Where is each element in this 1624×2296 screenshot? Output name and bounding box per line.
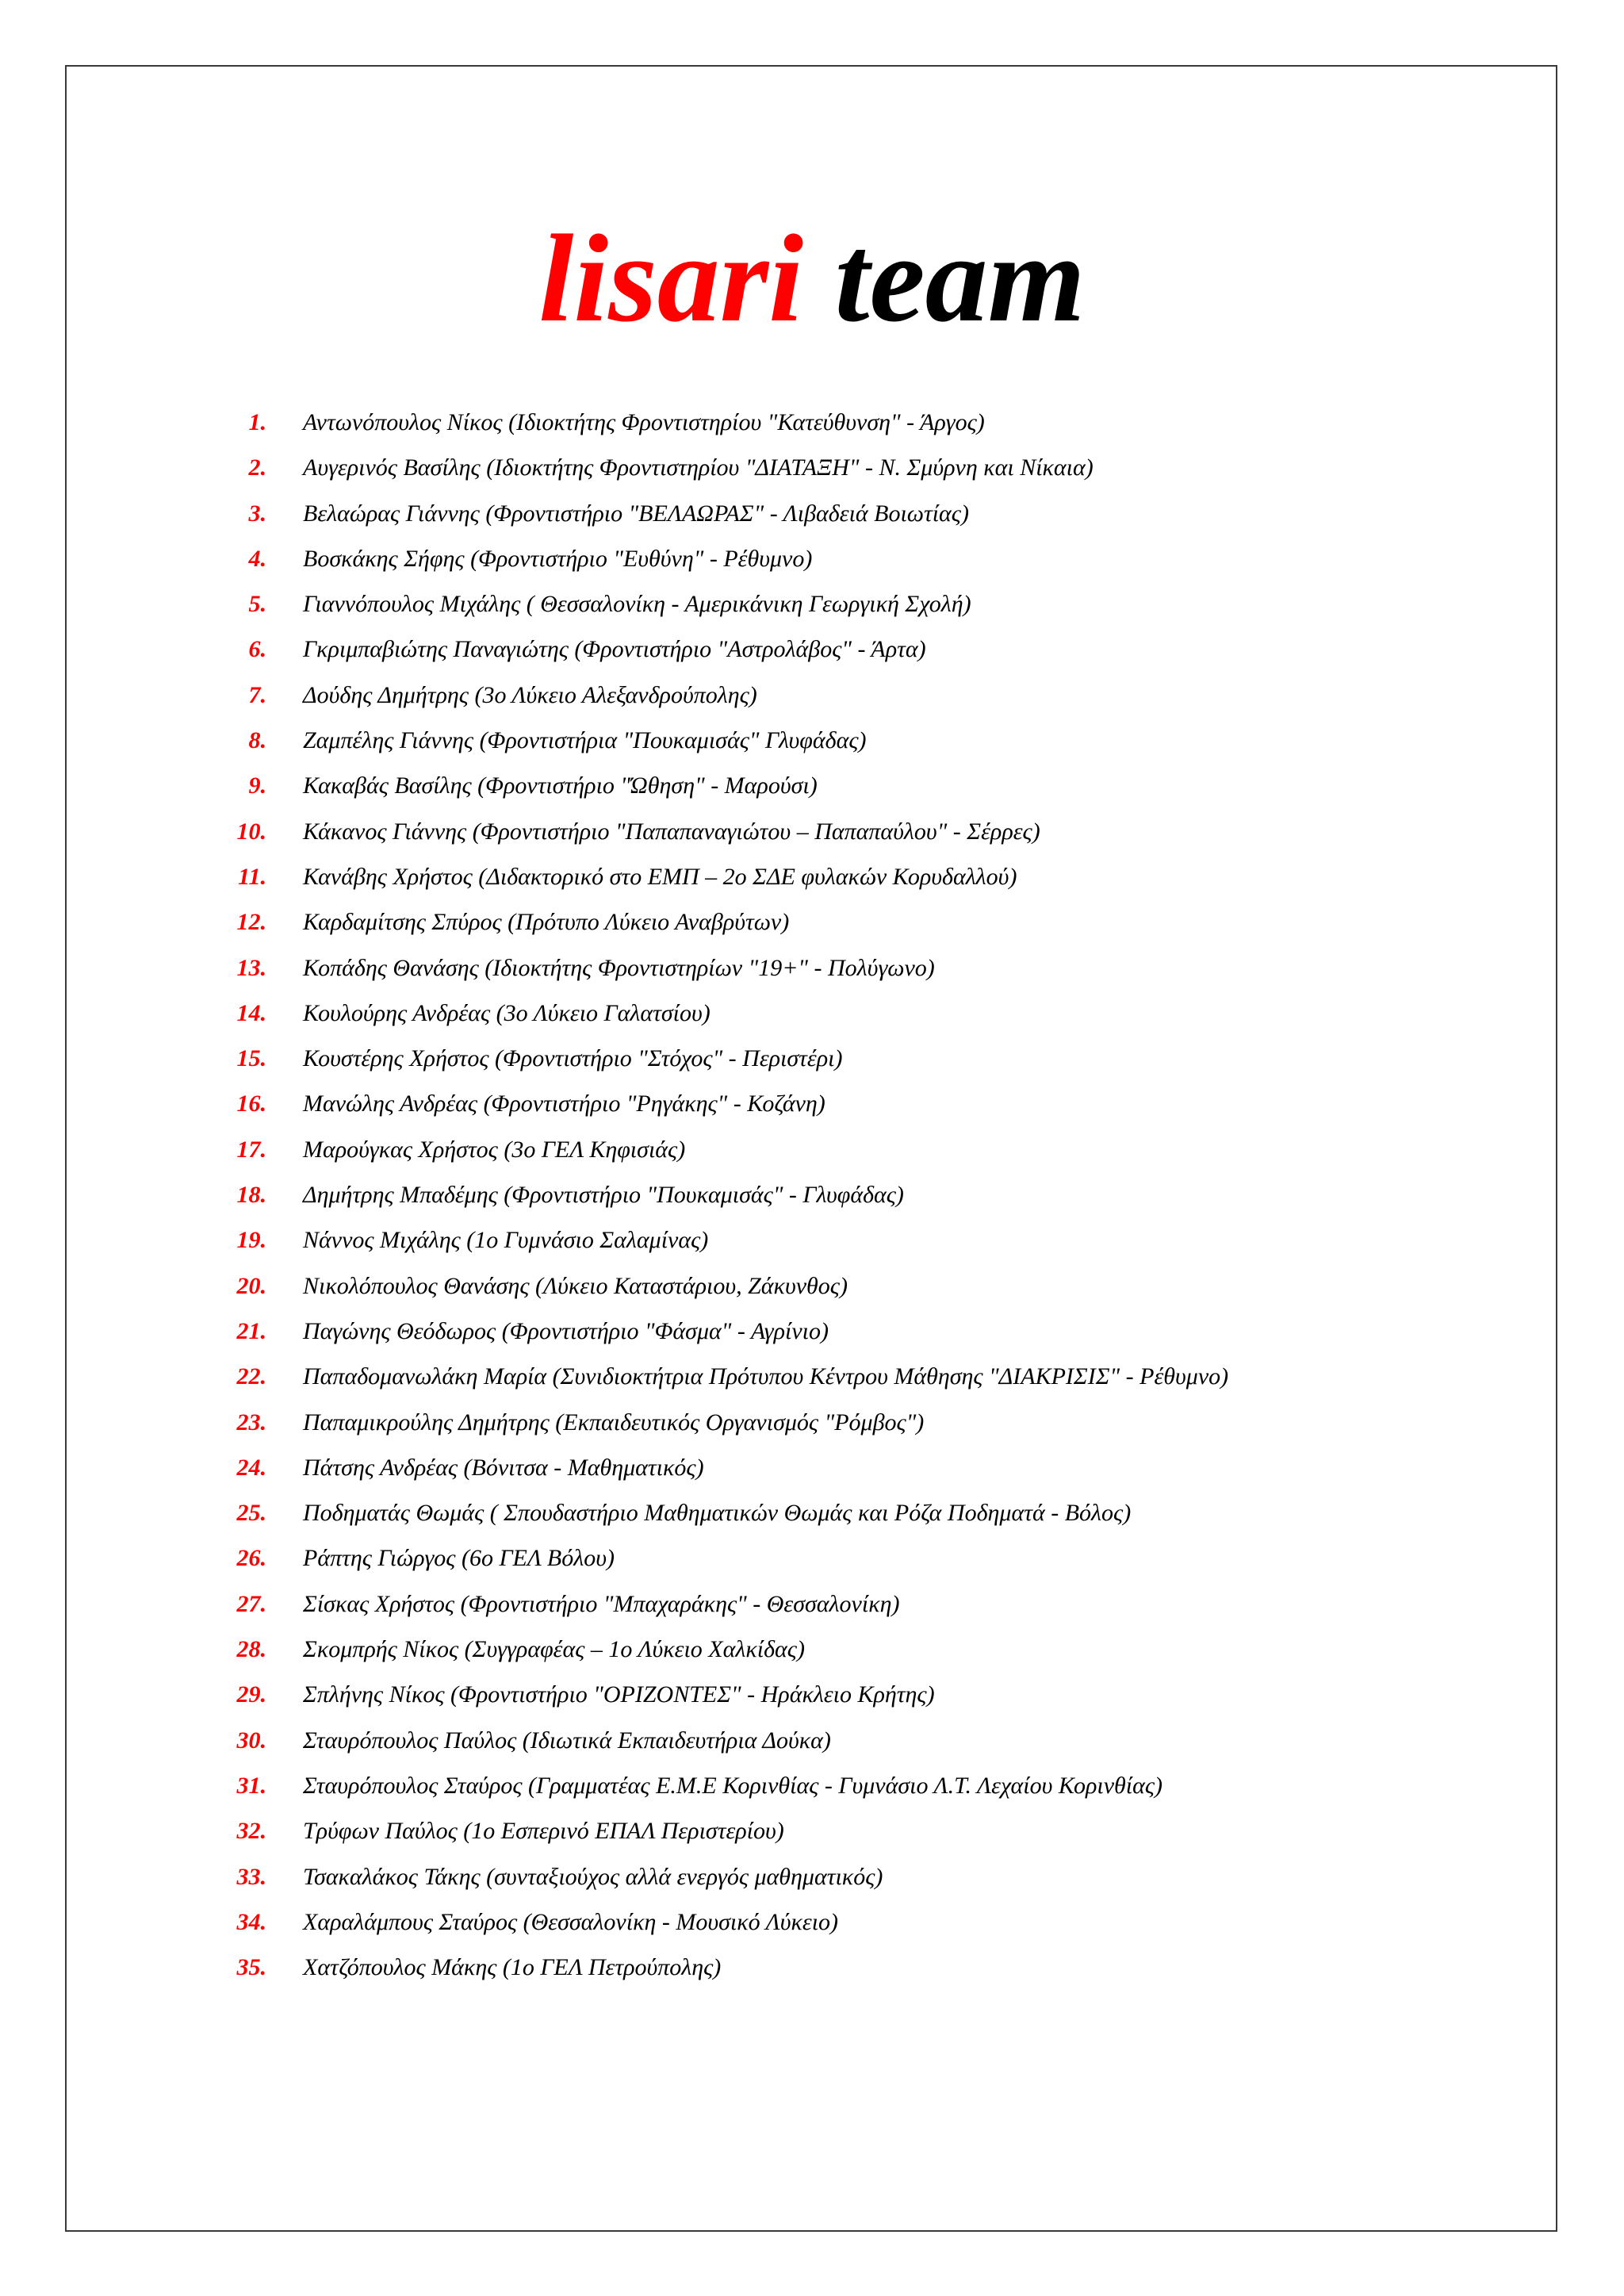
list-item-number: 24. (236, 1454, 266, 1481)
list-item-number: 6. (248, 636, 266, 663)
list-item-number: 2. (248, 454, 266, 481)
list-item-number: 35. (236, 1954, 266, 1981)
list-item (0, 1490, 1624, 1535)
list-item (0, 1217, 1624, 1263)
list-item-text: Ράπτης Γιώργος (6ο ΓΕΛ Βόλου) (303, 1545, 615, 1572)
list-item (0, 1854, 1624, 1899)
list-item-text: Νικολόπουλος Θανάσης (Λύκειο Καταστάριου, Ζάκυνθος) (303, 1272, 848, 1299)
list-item (0, 445, 1624, 490)
list-item-text: Πάτσης Ανδρέας (Βόνιτσα - Μαθηματικός) (303, 1454, 704, 1481)
list-item-text: Μανώλης Ανδρέας (Φροντιστήριο "Ρηγάκης" - Κοζάνη) (303, 1091, 825, 1117)
list-item-number: 3. (248, 500, 266, 527)
list-item-number: 5. (248, 591, 266, 618)
list-item-number: 15. (236, 1045, 266, 1072)
list-item-text: Γιαννόπουλος Μιχάλης ( Θεσσαλονίκη - Αμερικάνικη Γεωργική Σχολή) (303, 591, 971, 618)
list-item-number: 25. (236, 1500, 266, 1527)
title-brand-black: team (834, 209, 1086, 348)
list-item-text: Βοσκάκης Σήφης (Φροντιστήριο "Ευθύνη" - Ρέθυμνο) (303, 545, 813, 572)
list-item-number: 28. (236, 1636, 266, 1663)
list-item (0, 1445, 1624, 1490)
list-item-number: 23. (236, 1409, 266, 1435)
list-item-number: 19. (236, 1227, 266, 1254)
list-item-text: Χαραλάμπους Σταύρος (Θεσσαλονίκη - Μουσικό Λύκειο) (303, 1908, 839, 1935)
list-item-text: Σπλήνης Νίκος (Φροντιστήριο "ΟΡΙΖΟΝΤΕΣ" - Ηράκλειο Κρήτης) (303, 1681, 935, 1708)
list-item (0, 581, 1624, 627)
list-item (0, 1309, 1624, 1354)
list-item-number: 12. (236, 909, 266, 936)
list-item-text: Γκριμπαβιώτης Παναγιώτης (Φροντιστήριο "Αστρολάβος" - Άρτα) (303, 636, 926, 663)
list-item-text: Τσακαλάκος Τάκης (συνταξιούχος αλλά ενεργός μαθηματικός) (303, 1863, 883, 1890)
list-item-text: Μαρούγκας Χρήστος (3ο ΓΕΛ Κηφισιάς) (303, 1136, 686, 1163)
list-item-text: Αντωνόπουλος Νίκος (Ιδιοκτήτης Φροντιστηρίου "Κατεύθυνση" - Άργος) (303, 409, 985, 435)
list-item-text: Παπαδομανωλάκη Μαρία (Συνιδιοκτήτρια Πρότυπου Κέντρου Μάθησης "ΔΙΑΚΡΙΣΙΣ" - Ρέθυμνο) (303, 1363, 1229, 1390)
list-item-text: Νάννος Μιχάλης (1ο Γυμνάσιο Σαλαμίνας) (303, 1227, 709, 1254)
list-item-text: Σταυρόπουλος Παύλος (Ιδιωτικά Εκπαιδευτήρια Δούκα) (303, 1727, 831, 1754)
list-item-text: Παγώνης Θεόδωρος (Φροντιστήριο "Φάσμα" - Αγρίνιο) (303, 1317, 829, 1344)
list-item-number: 20. (236, 1272, 266, 1299)
list-item-number: 32. (236, 1818, 266, 1845)
list-item-number: 1. (248, 409, 266, 435)
list-item-number: 17. (236, 1136, 266, 1163)
list-item-number: 21. (236, 1317, 266, 1344)
list-item (0, 400, 1624, 445)
list-item (0, 1036, 1624, 1081)
list-item (0, 763, 1624, 808)
list-item-text: Κοπάδης Θανάσης (Ιδιοκτήτης Φροντιστηρίων "19+" - Πολύγωνο) (303, 954, 935, 981)
list-item-number: 11. (238, 863, 266, 890)
list-item-number: 16. (236, 1091, 266, 1117)
list-item-number: 33. (236, 1863, 266, 1890)
list-item (0, 1945, 1624, 1990)
list-item-number: 18. (236, 1182, 266, 1209)
list-item-text: Κουλούρης Ανδρέας (3ο Λύκειο Γαλατσίου) (303, 999, 710, 1026)
list-item-number: 26. (236, 1545, 266, 1572)
list-item-text: Κακαβάς Βασίλης (Φροντιστήριο "Ώθηση" - Μαρούσι) (303, 772, 818, 799)
list-item (0, 809, 1624, 854)
list-item (0, 1081, 1624, 1126)
list-item-text: Ποδηματάς Θωμάς ( Σπουδαστήριο Μαθηματικών Θωμάς και Ρόζα Ποδηματά - Βόλος) (303, 1500, 1132, 1527)
list-item (0, 1899, 1624, 1945)
list-item (0, 491, 1624, 536)
list-item (0, 1400, 1624, 1445)
document-title (0, 208, 1624, 351)
list-item (0, 1718, 1624, 1763)
list-item (0, 1581, 1624, 1627)
list-item (0, 1763, 1624, 1808)
list-item-number: 4. (248, 545, 266, 572)
list-item-text: Σκομπρής Νίκος (Συγγραφέας – 1ο Λύκειο Χαλκίδας) (303, 1636, 805, 1663)
list-item (0, 854, 1624, 899)
list-item-number: 14. (236, 999, 266, 1026)
list-item-number: 31. (236, 1772, 266, 1799)
list-item-text: Χατζόπουλος Μάκης (1ο ΓΕΛ Πετρούπολης) (303, 1954, 722, 1981)
list-item-number: 7. (248, 681, 266, 708)
list-item-text: Ζαμπέλης Γιάννης (Φροντιστήρια "Πουκαμισάς" Γλυφάδας) (303, 727, 867, 754)
list-item (0, 899, 1624, 945)
list-item (0, 1354, 1624, 1399)
list-item-number: 8. (248, 727, 266, 754)
list-item (0, 1127, 1624, 1172)
list-item (0, 718, 1624, 763)
list-item (0, 627, 1624, 672)
list-item-text: Τρύφων Παύλος (1ο Εσπερινό ΕΠΑΛ Περιστερίου) (303, 1818, 784, 1845)
list-item (0, 1263, 1624, 1309)
list-item-number: 34. (236, 1908, 266, 1935)
list-item-text: Σίσκας Χρήστος (Φροντιστήριο "Μπαχαράκης" - Θεσσαλονίκη) (303, 1590, 900, 1617)
list-item-text: Αυγερινός Βασίλης (Ιδιοκτήτης Φροντιστηρίου "ΔΙΑΤΑΞΗ" - Ν. Σμύρνη και Νίκαια) (303, 454, 1094, 481)
list-item (0, 673, 1624, 718)
list-item (0, 1808, 1624, 1853)
list-item-number: 27. (236, 1590, 266, 1617)
list-item-number: 29. (236, 1681, 266, 1708)
list-item-text: Δημήτρης Μπαδέμης (Φροντιστήριο "Πουκαμισάς" - Γλυφάδας) (303, 1182, 904, 1209)
list-item-number: 22. (236, 1363, 266, 1390)
list-item-text: Σταυρόπουλος Σταύρος (Γραμματέας Ε.Μ.Ε Κορινθίας - Γυμνάσιο Λ.Τ. Λεχαίου Κορινθίας) (303, 1772, 1163, 1799)
list-item (0, 1535, 1624, 1581)
list-item-number: 9. (248, 772, 266, 799)
list-item-text: Κάκανος Γιάννης (Φροντιστήριο "Παπαπαναγιώτου – Παπαπαύλου" - Σέρρες) (303, 818, 1040, 845)
list-item (0, 1672, 1624, 1717)
list-item-text: Δούδης Δημήτρης (3ο Λύκειο Αλεξανδρούπολης) (303, 681, 757, 708)
list-item (0, 536, 1624, 581)
list-item (0, 1172, 1624, 1217)
list-item-number: 10. (236, 818, 266, 845)
list-item-text: Παπαμικρούλης Δημήτρης (Εκπαιδευτικός Οργανισμός "Ρόμβος") (303, 1409, 925, 1435)
list-item-number: 13. (236, 954, 266, 981)
list-item-text: Κουστέρης Χρήστος (Φροντιστήριο "Στόχος" - Περιστέρι) (303, 1045, 843, 1072)
list-item-text: Βελαώρας Γιάννης (Φροντιστήριο "ΒΕΛΑΩΡΑΣ" - Λιβαδειά Βοιωτίας) (303, 500, 969, 527)
list-item-text: Καρδαμίτσης Σπύρος (Πρότυπο Λύκειο Αναβρύτων) (303, 909, 790, 936)
list-item (0, 1627, 1624, 1672)
title-brand-red: lisari (538, 209, 804, 348)
list-item-number: 30. (236, 1727, 266, 1754)
member-list (0, 400, 1624, 1990)
list-item-text: Κανάβης Χρήστος (Διδακτορικό στο ΕΜΠ – 2ο ΣΔΕ φυλακών Κορυδαλλού) (303, 863, 1017, 890)
list-item (0, 991, 1624, 1036)
list-item (0, 945, 1624, 991)
